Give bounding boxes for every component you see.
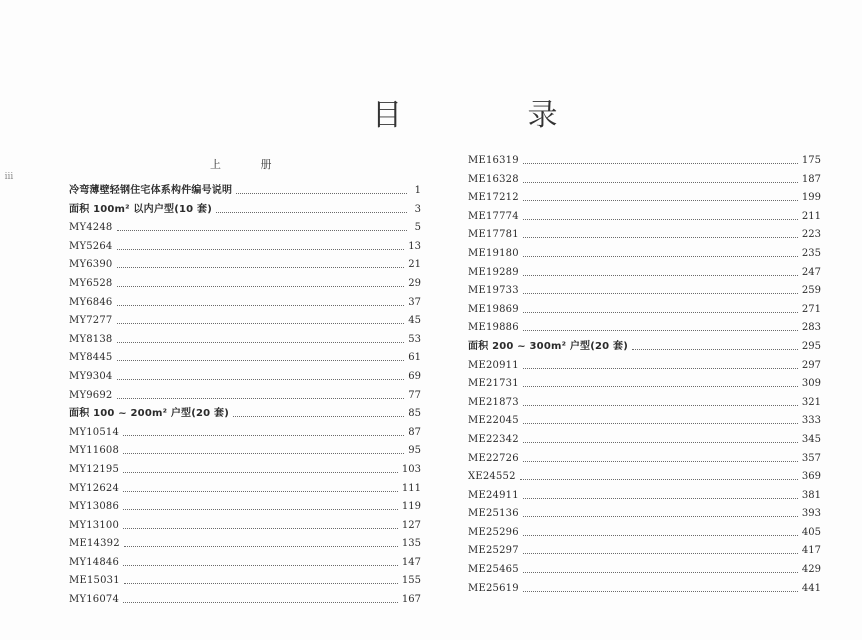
toc-page-number: 37 — [408, 296, 421, 308]
toc-entry[interactable] — [468, 152, 821, 171]
toc-entry[interactable] — [69, 256, 421, 275]
toc-entry[interactable] — [468, 245, 821, 264]
toc-entry-label: ME24911 — [468, 489, 519, 501]
toc-entry-label: MY13100 — [69, 519, 120, 531]
toc-entry-label: ME25619 — [468, 582, 519, 594]
toc-entry-label: XE24552 — [468, 471, 516, 483]
toc-entry-label: MY8138 — [69, 333, 113, 345]
toc-page-number: 345 — [801, 433, 821, 445]
leader-dots — [117, 220, 408, 231]
toc-entry-label: MY4248 — [69, 222, 113, 234]
toc-page-number: 29 — [408, 277, 421, 289]
toc-entry-label: MY12624 — [69, 482, 120, 494]
toc-section-heading[interactable] — [468, 338, 821, 357]
toc-page-number: 271 — [801, 303, 821, 315]
toc-page-number: 69 — [408, 370, 421, 382]
toc-entry[interactable] — [69, 442, 421, 461]
leader-dots — [123, 443, 404, 454]
toc-entry-label: MY9304 — [69, 370, 113, 382]
leader-dots — [523, 581, 798, 592]
toc-entry[interactable] — [69, 238, 421, 257]
toc-entry[interactable] — [69, 294, 421, 313]
toc-entry-label: ME16319 — [468, 155, 519, 166]
leader-dots — [632, 339, 798, 350]
toc-entry-label: MY6390 — [69, 259, 113, 271]
toc-entry[interactable] — [468, 301, 821, 320]
toc-entry[interactable] — [468, 580, 821, 599]
toc-entry-label: MY9692 — [69, 389, 113, 401]
leader-dots — [523, 451, 798, 462]
toc-section-heading[interactable] — [69, 405, 421, 424]
toc-entry[interactable] — [468, 450, 821, 469]
toc-entry-label: MY7277 — [69, 315, 113, 327]
toc-entry-label: MY16074 — [69, 594, 120, 606]
toc-page-number: 155 — [401, 575, 421, 587]
toc-entry-label: ME21731 — [468, 378, 519, 390]
toc-page-number: 45 — [408, 315, 421, 327]
leader-dots — [117, 295, 405, 306]
toc-entry[interactable] — [468, 412, 821, 431]
toc-page-number: 13 — [408, 240, 421, 252]
toc-page-number: 167 — [401, 594, 421, 606]
toc-entry[interactable] — [468, 394, 821, 413]
toc-page-number: 417 — [801, 545, 821, 557]
toc-page-number: 135 — [401, 538, 421, 550]
toc-entry-label: ME22045 — [468, 415, 519, 427]
toc-entry-label: ME14392 — [69, 538, 120, 550]
toc-entry[interactable] — [69, 498, 421, 517]
toc-section-heading[interactable] — [69, 201, 421, 220]
toc-entry-label: MY11608 — [69, 445, 120, 457]
leader-dots — [520, 469, 798, 480]
toc-entry[interactable] — [69, 517, 421, 536]
toc-entry-label: 面积 100m² 以内户型(10 套) — [69, 203, 212, 215]
volume-label: 上 册 — [210, 158, 290, 171]
leader-dots — [123, 481, 398, 492]
toc-entry-label: MY12195 — [69, 463, 120, 475]
toc-page-number: 309 — [801, 378, 821, 390]
toc-entry-label: ME19733 — [468, 285, 519, 297]
toc-entry[interactable] — [69, 591, 421, 610]
leader-dots — [123, 555, 398, 566]
toc-entry[interactable] — [468, 189, 821, 208]
toc-entry[interactable] — [468, 431, 821, 450]
leader-dots — [523, 543, 798, 554]
toc-entry[interactable] — [69, 572, 421, 591]
toc-entry[interactable] — [69, 554, 421, 573]
leader-dots — [123, 462, 398, 473]
toc-entry[interactable] — [69, 331, 421, 350]
toc-entry[interactable] — [69, 480, 421, 499]
toc-page-number: 211 — [801, 210, 821, 222]
toc-page-number: 21 — [408, 259, 421, 271]
leader-dots — [123, 499, 398, 510]
toc-page-number: 441 — [801, 582, 821, 594]
leader-dots — [117, 369, 405, 380]
leader-dots — [523, 413, 798, 424]
toc-entry-label: 冷弯薄壁轻钢住宅体系构件编号说明 — [69, 185, 233, 196]
toc-page-number: 5 — [414, 222, 421, 234]
toc-entry-label: ME15031 — [69, 575, 120, 587]
toc-entry-label: ME17774 — [468, 210, 519, 222]
toc-page-number: 187 — [801, 173, 821, 185]
toc-entry[interactable] — [69, 387, 421, 406]
toc-page-number: 321 — [801, 396, 821, 408]
toc-page-number: 87 — [408, 426, 421, 438]
toc-page-number: 297 — [801, 359, 821, 371]
toc-entry-label: MY6846 — [69, 296, 113, 308]
toc-page-number: 235 — [801, 247, 821, 259]
leader-dots — [117, 239, 405, 250]
toc-page-number: 1 — [414, 185, 421, 196]
leader-dots — [117, 350, 405, 361]
toc-page-number: 333 — [801, 415, 821, 427]
toc-entry-label: MY8445 — [69, 352, 113, 364]
leader-dots — [117, 276, 405, 287]
toc-section-heading[interactable] — [69, 182, 421, 201]
page-title: 目 录 — [372, 98, 616, 133]
leader-dots — [523, 320, 798, 331]
toc-entry-label: MY13086 — [69, 501, 120, 513]
toc-entry[interactable] — [69, 424, 421, 443]
toc-entry-label: MY6528 — [69, 277, 113, 289]
toc-page-number: 77 — [408, 389, 421, 401]
leader-dots — [523, 246, 798, 257]
leader-dots — [523, 190, 798, 201]
toc-entry[interactable] — [468, 542, 821, 561]
toc-entry-label: ME17781 — [468, 229, 519, 241]
leader-dots — [236, 183, 407, 194]
toc-entry-label: ME17212 — [468, 192, 519, 204]
toc-entry[interactable] — [468, 282, 821, 301]
toc-page-number: 295 — [801, 340, 821, 352]
leader-dots — [523, 265, 798, 276]
toc-entry-label: ME19869 — [468, 303, 519, 315]
toc-entry[interactable] — [468, 375, 821, 394]
toc-page-number: 283 — [801, 322, 821, 334]
toc-page-number: 61 — [408, 352, 421, 364]
toc-entry-label: MY14846 — [69, 556, 120, 568]
toc-page-number: 3 — [414, 203, 421, 215]
toc-page-number: 405 — [801, 526, 821, 538]
toc-page-number: 85 — [408, 408, 421, 420]
toc-page-number: 103 — [401, 463, 421, 475]
toc-entry[interactable] — [69, 461, 421, 480]
leader-dots — [216, 202, 407, 213]
toc-entry-label: ME22726 — [468, 452, 519, 464]
toc-entry[interactable] — [69, 535, 421, 554]
toc-entry[interactable] — [468, 524, 821, 543]
toc-entry-label: ME21873 — [468, 396, 519, 408]
toc-entry[interactable] — [468, 357, 821, 376]
toc-entry[interactable] — [69, 219, 421, 238]
toc-entry-label: MY5264 — [69, 240, 113, 252]
toc-page-number: 127 — [401, 519, 421, 531]
leader-dots — [123, 425, 404, 436]
toc-page-number: 357 — [801, 452, 821, 464]
leader-dots — [523, 376, 798, 387]
toc-entry-label: 面积 200 ~ 300m² 户型(20 套) — [468, 340, 628, 352]
toc-entry-label: ME20911 — [468, 359, 519, 371]
toc-entry[interactable] — [468, 171, 821, 190]
leader-dots — [117, 313, 405, 324]
leader-dots — [523, 525, 798, 536]
toc-page-number: 429 — [801, 564, 821, 576]
toc-entry[interactable] — [468, 505, 821, 524]
leader-dots — [523, 209, 798, 220]
leader-dots — [523, 283, 798, 294]
toc-entry-label: ME25297 — [468, 545, 519, 557]
leader-dots — [523, 227, 798, 238]
toc-entry-label: ME19886 — [468, 322, 519, 334]
toc-entry-label: ME22342 — [468, 433, 519, 445]
leader-dots — [523, 358, 798, 369]
toc-entry-label: ME25136 — [468, 508, 519, 520]
toc-entry[interactable] — [468, 487, 821, 506]
toc-page-number: 369 — [801, 471, 821, 483]
toc-page-number: 247 — [801, 266, 821, 278]
leader-dots — [523, 302, 798, 313]
leader-dots — [117, 388, 405, 399]
toc-entry[interactable] — [468, 561, 821, 580]
toc-page-number: 175 — [801, 155, 821, 166]
toc-page-number: 259 — [801, 285, 821, 297]
toc-entry-label: ME25296 — [468, 526, 519, 538]
toc-entry[interactable] — [69, 368, 421, 387]
toc-right-column — [468, 152, 821, 598]
toc-entry[interactable] — [69, 275, 421, 294]
library-stamp-watermark — [3, 488, 13, 580]
leader-dots — [523, 153, 798, 164]
toc-entry-label: ME19180 — [468, 247, 519, 259]
toc-entry-label: 面积 100 ~ 200m² 户型(20 套) — [69, 408, 229, 420]
toc-page-number: 95 — [408, 445, 421, 457]
toc-entry[interactable] — [468, 226, 821, 245]
toc-entry[interactable] — [69, 349, 421, 368]
toc-entry[interactable] — [468, 468, 821, 487]
toc-entry[interactable] — [468, 319, 821, 338]
leader-dots — [523, 506, 798, 517]
toc-page-number: 381 — [801, 489, 821, 501]
leader-dots — [117, 257, 405, 268]
toc-page-number: 147 — [401, 556, 421, 568]
leader-dots — [123, 592, 398, 603]
page-side-mark: ⅲ — [4, 172, 14, 182]
leader-dots — [117, 332, 405, 343]
leader-dots — [523, 172, 798, 183]
toc-page-number: 393 — [801, 508, 821, 520]
toc-page-number: 119 — [401, 501, 421, 513]
leader-dots — [523, 488, 798, 499]
toc-entry-label: ME25465 — [468, 564, 519, 576]
leader-dots — [124, 573, 398, 584]
leader-dots — [523, 562, 798, 573]
leader-dots — [233, 406, 404, 417]
toc-entry[interactable] — [468, 208, 821, 227]
toc-left-column — [69, 182, 421, 610]
toc-page-number: 223 — [801, 229, 821, 241]
toc-page-number: 53 — [408, 333, 421, 345]
leader-dots — [523, 395, 798, 406]
toc-entry[interactable] — [69, 312, 421, 331]
leader-dots — [124, 536, 398, 547]
toc-entry[interactable] — [468, 264, 821, 283]
leader-dots — [523, 432, 798, 443]
toc-page-number: 199 — [801, 192, 821, 204]
toc-entry-label: ME16328 — [468, 173, 519, 185]
toc-entry-label: MY10514 — [69, 426, 120, 438]
toc-page-number: 111 — [401, 482, 421, 494]
toc-entry-label: ME19289 — [468, 266, 519, 278]
leader-dots — [123, 518, 398, 529]
